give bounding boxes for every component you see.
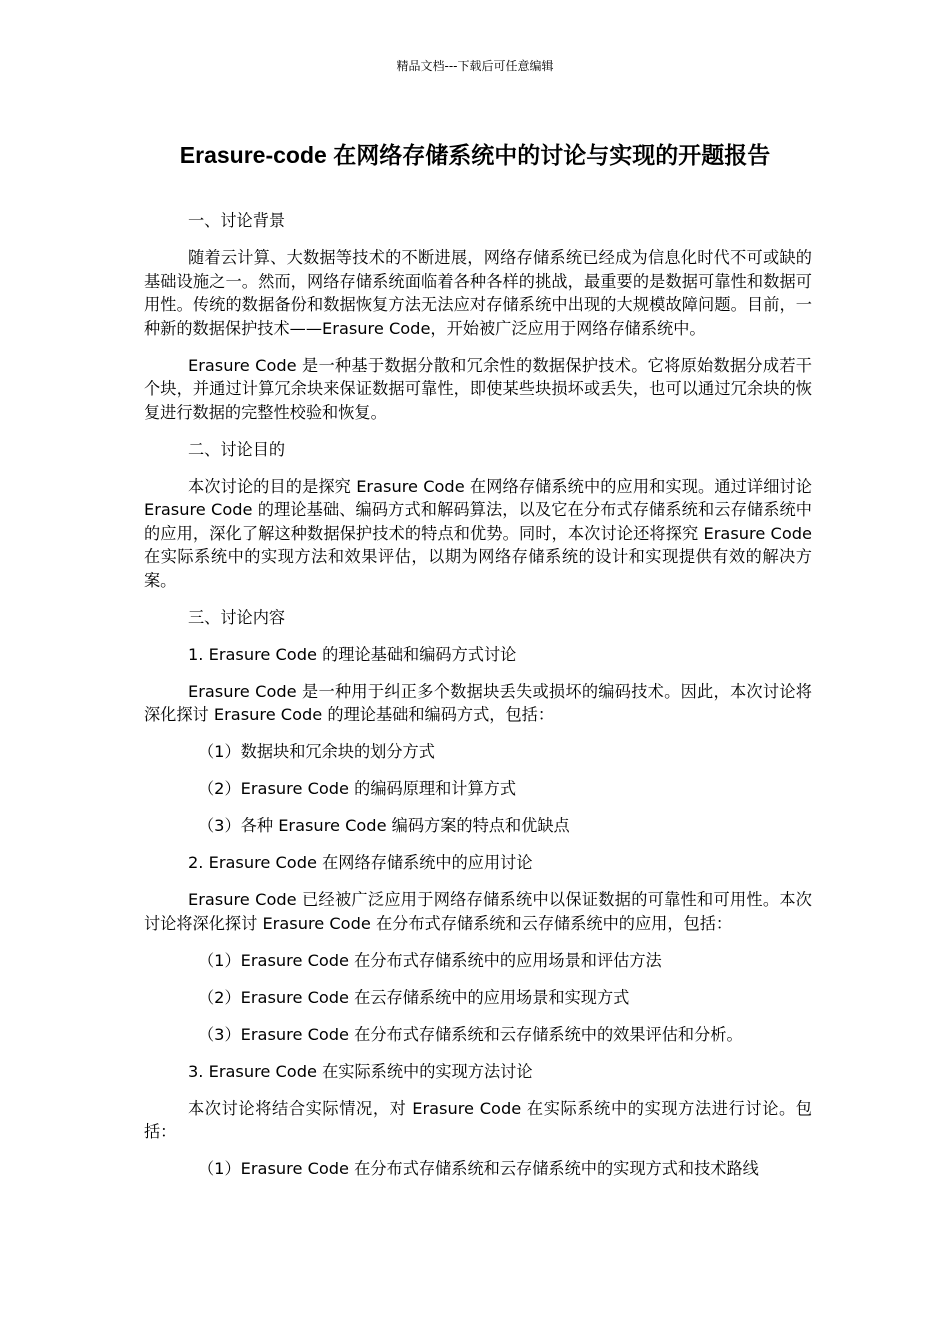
paragraph: Erasure Code 已经被广泛应用于网络存储系统中以保证数据的可靠性和可用性。本次讨论将深化探讨 Erasure Code 在分布式存储系统和云存储系统中的应用，包括： xyxy=(144,890,812,933)
section-heading-purpose: 二、讨论目的 xyxy=(188,439,286,459)
list-item: （2）Erasure Code 在云存储系统中的应用场景和实现方式 xyxy=(198,987,630,1007)
subsection-heading-3: 3. Erasure Code 在实际系统中的实现方法讨论 xyxy=(188,1061,533,1081)
document-body xyxy=(144,209,812,1194)
section-heading-background: 一、讨论背景 xyxy=(188,211,286,230)
list-item: （2）Erasure Code 的编码原理和计算方式 xyxy=(198,779,517,798)
paragraph: 本次讨论将结合实际情况，对 Erasure Code 在实际系统中的实现方法进行讨论。包括： xyxy=(144,1098,812,1141)
subsection-heading-1: 1. Erasure Code 的理论基础和编码方式讨论 xyxy=(188,644,517,664)
list-item: （1）数据块和冗余块的划分方式 xyxy=(198,742,435,761)
paragraph: Erasure Code 是一种用于纠正多个数据块丢失或损坏的编码技术。因此，本次讨论将深化探讨 Erasure Code 的理论基础和编码方式，包括： xyxy=(144,681,812,724)
paragraph: 随着云计算、大数据等技术的不断进展，网络存储系统已经成为信息化时代不可或缺的基础设施之一。然而，网络存储系统面临着各种各样的挑战，最重要的是数据可靠性和数据可用性。传统的数据备份和数据恢复方法无法应对存储系统中出现的大规模故障问题。目前，一种新的数据保护技术——Erasure Code，开始被广泛应用于网络存储系统中。 xyxy=(144,248,812,338)
list-item: （1）Erasure Code 在分布式存储系统中的应用场景和评估方法 xyxy=(198,950,662,970)
section-heading-content: 三、讨论内容 xyxy=(188,607,286,627)
subsection-heading-2: 2. Erasure Code 在网络存储系统中的应用讨论 xyxy=(188,853,533,872)
document-title: Erasure-code 在网络存储系统中的讨论与实现的开题报告 xyxy=(179,142,771,168)
list-item: （3）各种 Erasure Code 编码方案的特点和优缺点 xyxy=(198,816,570,835)
list-item: （1）Erasure Code 在分布式存储系统和云存储系统中的实现方式和技术路线 xyxy=(198,1159,759,1178)
list-item: （3）Erasure Code 在分布式存储系统和云存储系统中的效果评估和分析。 xyxy=(198,1024,743,1044)
paragraph: 本次讨论的目的是探究 Erasure Code 在网络存储系统中的应用和实现。通过详细讨论 Erasure Code 的理论基础、编码方式和解码算法，以及它在分布式存储系统和云存储系统中的应用，深化了解这种数据保护技术的特点和优势。同时，本次讨论还将探究 Erasure Code 在实际系统中的实现方法和效果评估，以期为网络存储系统的设计和实现提供有效的解决方案。 xyxy=(144,476,812,590)
paragraph: Erasure Code 是一种基于数据分散和冗余性的数据保护技术。它将原始数据分成若干个块，并通过计算冗余块来保证数据可靠性，即使某些块损坏或丢失，也可以通过冗余块的恢复进行数据的完整性校验和恢复。 xyxy=(144,355,812,422)
header-note: 精品文档---下载后可任意编辑 xyxy=(396,59,554,73)
